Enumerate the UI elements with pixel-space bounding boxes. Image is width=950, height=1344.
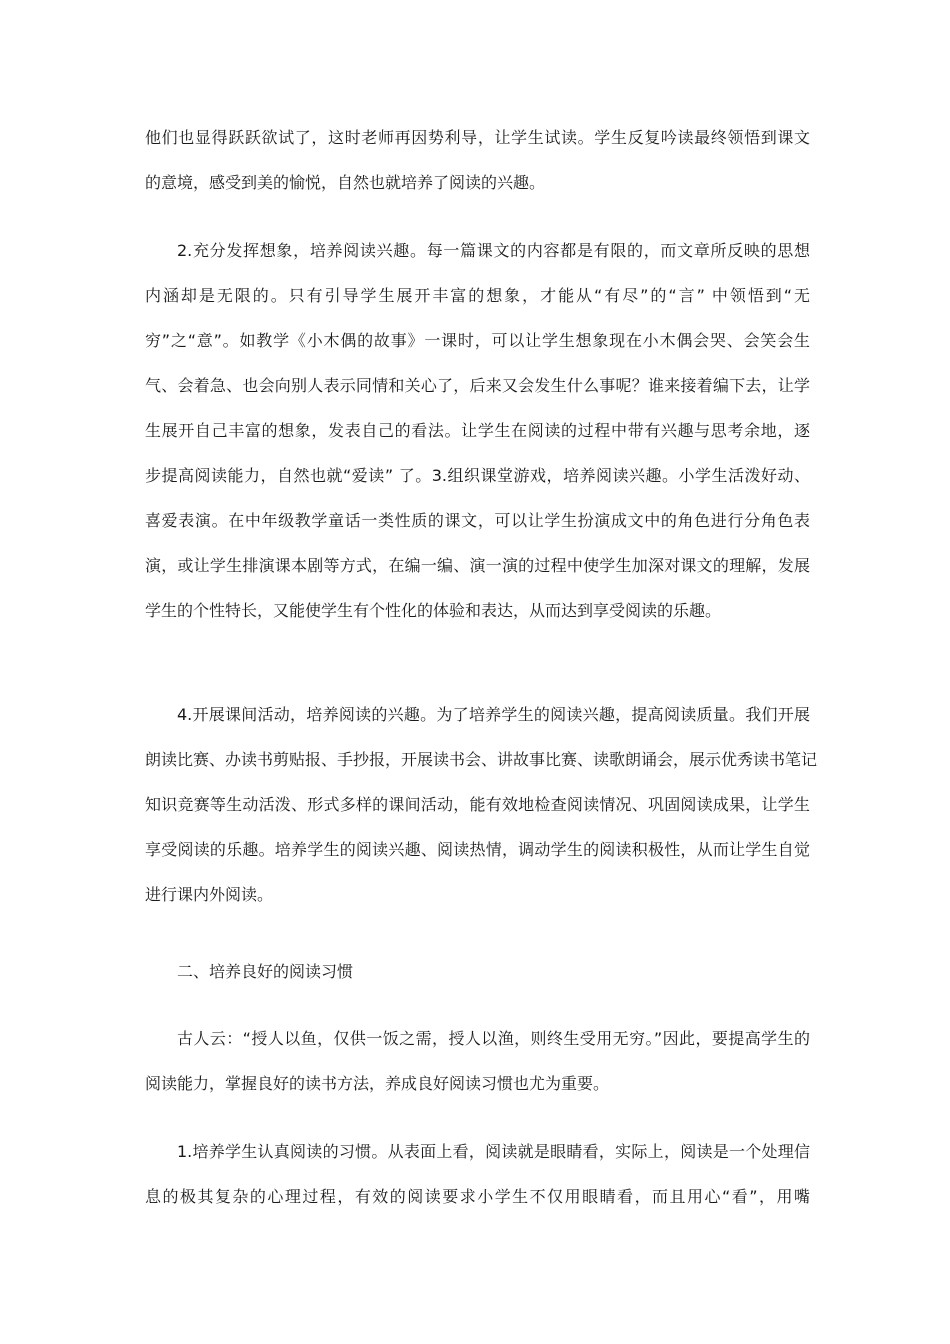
text-line: 进行课内外阅读。 <box>145 885 274 904</box>
text-line: 演，或让学生排演课本剧等方式，在编一编、演一演的过程中使学生加深对课文的理解，发展 <box>145 556 810 575</box>
text-line: 他们也显得跃跃欲试了，这时老师再因势利导，让学生试读。学生反复吟读最终领悟到课文 <box>145 128 810 147</box>
paragraph-ancient-saying <box>145 1016 810 1106</box>
text-line: 穷”之“意”。如教学《小木偶的故事》一课时，可以让学生想象现在小木偶会哭、会笑会生 <box>145 331 810 350</box>
text-line: 知识竞赛等生动活泼、形式多样的课间活动，能有效地检查阅读情况、巩固阅读成果，让学生 <box>145 795 810 814</box>
paragraph-activities <box>145 692 818 917</box>
paragraph-reading-habits <box>145 1129 810 1219</box>
text-line: 2.充分发挥想象，培养阅读兴趣。每一篇课文的内容都是有限的，而文章所反映的思想 <box>177 241 810 260</box>
section-heading <box>145 949 810 994</box>
text-line: 息的极其复杂的心理过程，有效的阅读要求小学生不仅用眼睛看，而且用心“看”，用嘴 <box>145 1187 810 1206</box>
paragraph-continuation <box>145 115 810 205</box>
text-line: 学生的个性特长，又能使学生有个性化的体验和表达，从而达到享受阅读的乐趣。 <box>145 601 722 620</box>
paragraph-imagination <box>145 228 810 633</box>
text-line: 生展开自己丰富的想象，发表自己的看法。让学生在阅读的过程中带有兴趣与思考余地，逐 <box>145 421 810 440</box>
text-line: 喜爱表演。在中年级教学童话一类性质的课文，可以让学生扮演成文中的角色进行分角色表 <box>145 511 810 530</box>
text-line: 朗读比赛、办读书剪贴报、手抄报，开展读书会、讲故事比赛、读歌朗诵会，展示优秀读书笔记 <box>145 750 818 769</box>
text-line: 内涵却是无限的。只有引导学生展开丰富的想象，才能从“有尽”的“言” 中领悟到“无 <box>145 286 810 305</box>
text-line: 4.开展课间活动，培养阅读的兴趣。为了培养学生的阅读兴趣，提高阅读质量。我们开展 <box>177 705 810 724</box>
text-line: 1.培养学生认真阅读的习惯。从表面上看，阅读就是眼睛看，实际上，阅读是一个处理信 <box>177 1142 810 1161</box>
text-line: 享受阅读的乐趣。培养学生的阅读兴趣、阅读热情，调动学生的阅读积极性，从而让学生自觉 <box>145 840 810 859</box>
heading-text: 二、培养良好的阅读习惯 <box>177 962 354 981</box>
text-line: 的意境，感受到美的愉悦，自然也就培养了阅读的兴趣。 <box>145 173 546 192</box>
text-line: 气、会着急、也会向别人表示同情和关心了，后来又会发生什么事呢？谁来接着编下去，让学 <box>145 376 810 395</box>
text-line: 阅读能力，掌握良好的读书方法，养成良好阅读习惯也尤为重要。 <box>145 1074 610 1093</box>
text-line: 古人云：“授人以鱼，仅供一饭之需，授人以渔，则终生受用无穷。”因此，要提高学生的 <box>177 1029 810 1048</box>
text-line: 步提高阅读能力，自然也就“爱读” 了。3.组织课堂游戏，培养阅读兴趣。小学生活泼好动、 <box>145 466 810 485</box>
